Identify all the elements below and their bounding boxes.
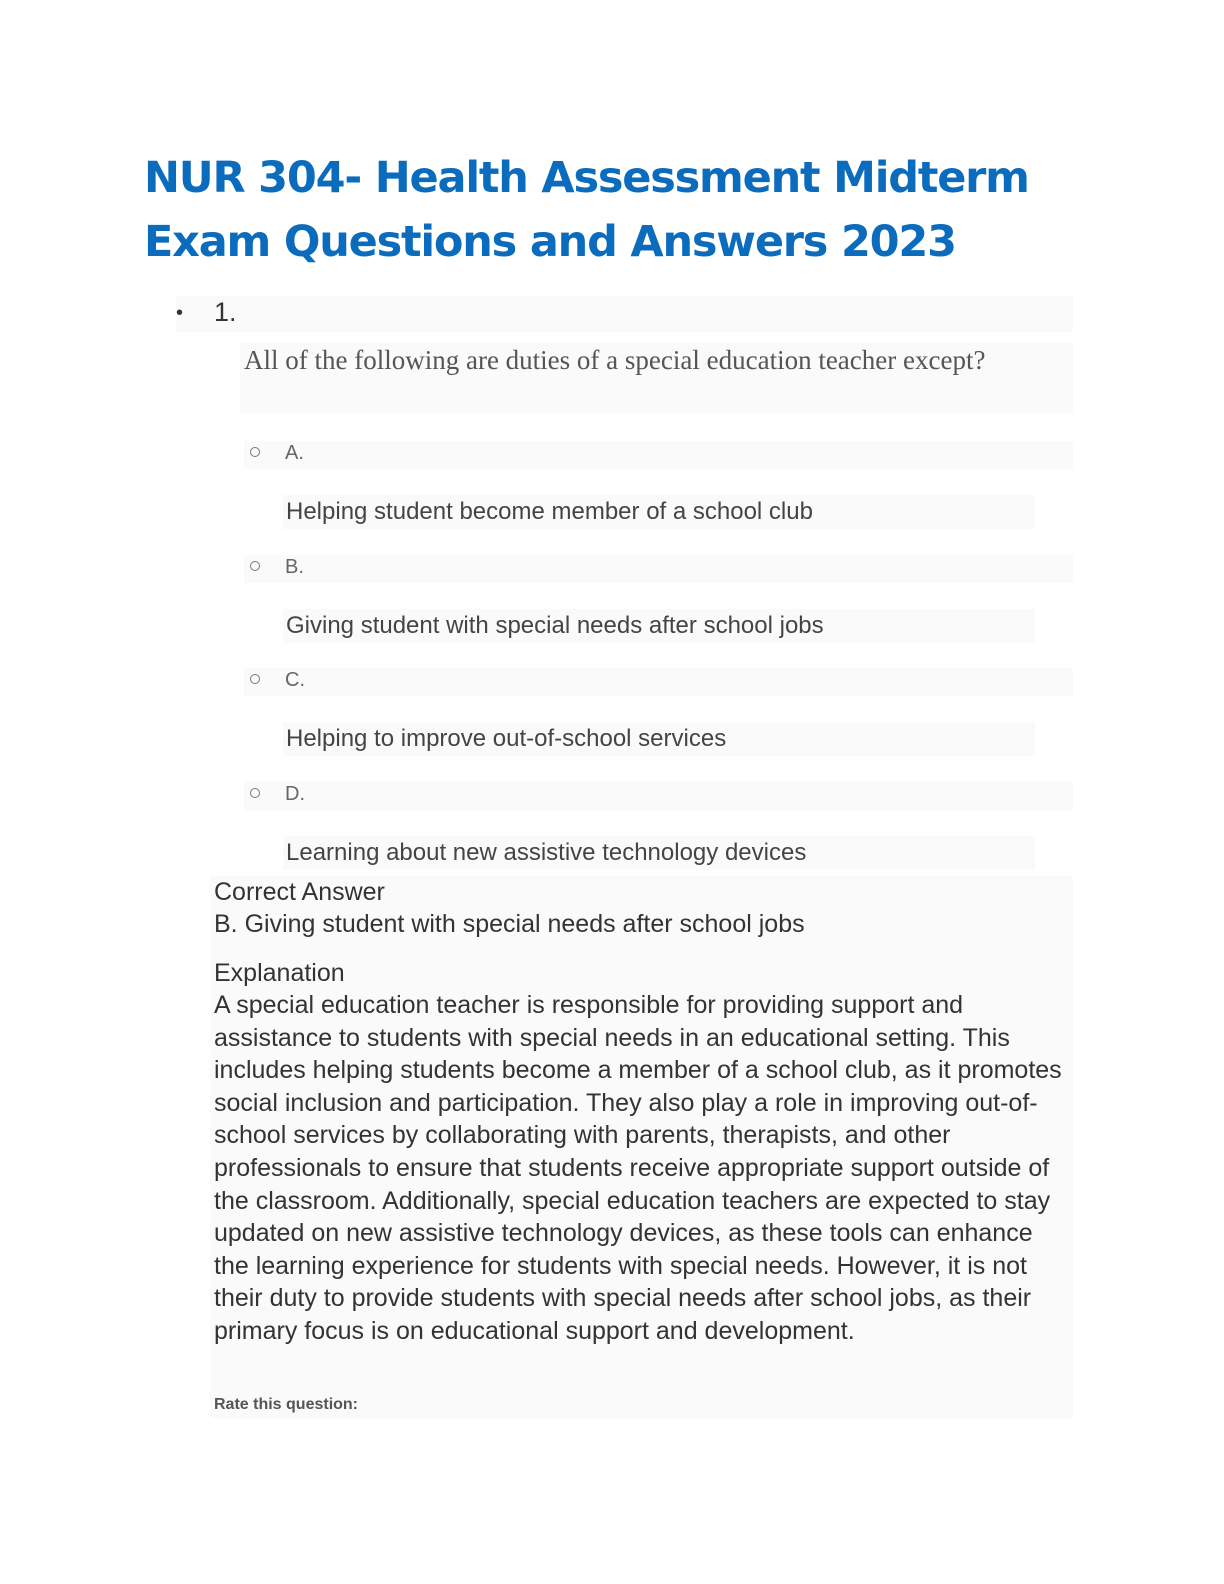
option-a-letter-row[interactable] xyxy=(244,441,1073,469)
option-d-letter-row[interactable] xyxy=(244,782,1073,810)
answer-explanation-panel xyxy=(210,876,1073,1418)
question-number: 1. xyxy=(214,297,237,327)
option-a-text[interactable]: Helping student become member of a school club xyxy=(283,495,1035,529)
option-d-text[interactable]: Learning about new assistive technology devices xyxy=(283,836,1035,870)
bullet-icon: • xyxy=(176,302,184,324)
explanation-text: A special education teacher is responsible for providing support and assistance to students with special needs in an educational setting. This includes helping students become a member of a school club, as it promotes social inclusion and participation. They also play a role in improving out-of-school services by collaborating with parents, therapists, and other professionals to ensure that students receive appropriate support outside of the classroom. Additionally, special education teachers are expected to stay updated on new assistive technology devices, as these tools can enhance the learning experience for students with special needs. However, it is not their duty to provide students with special needs after school jobs, as their primary focus is on educational support and development. xyxy=(214,991,1062,1345)
option-letter: C. xyxy=(285,669,305,691)
option-letter: B. xyxy=(285,556,304,578)
radio-circle-icon xyxy=(250,788,260,798)
radio-circle-icon xyxy=(250,674,260,684)
correct-answer-value: B. Giving student with special needs after school jobs xyxy=(214,910,805,938)
option-letter: A. xyxy=(285,442,304,464)
option-b-text[interactable]: Giving student with special needs after school jobs xyxy=(283,609,1035,643)
rate-question-label: Rate this question: xyxy=(214,1396,359,1413)
option-letter: D. xyxy=(285,783,305,805)
option-c-letter-row[interactable] xyxy=(244,668,1073,696)
option-b-letter-row[interactable] xyxy=(244,555,1073,583)
question-text: All of the following are duties of a special education teacher except? xyxy=(240,343,1073,413)
question-number-row xyxy=(176,296,1073,332)
radio-circle-icon xyxy=(250,561,260,571)
document-title: NUR 304- Health Assessment Midterm Exam Questions and Answers 2023 xyxy=(144,153,1029,267)
option-c-text[interactable]: Helping to improve out-of-school services xyxy=(283,722,1035,756)
explanation-label: Explanation xyxy=(214,959,345,987)
correct-answer-label: Correct Answer xyxy=(214,878,385,906)
radio-circle-icon xyxy=(250,447,260,457)
